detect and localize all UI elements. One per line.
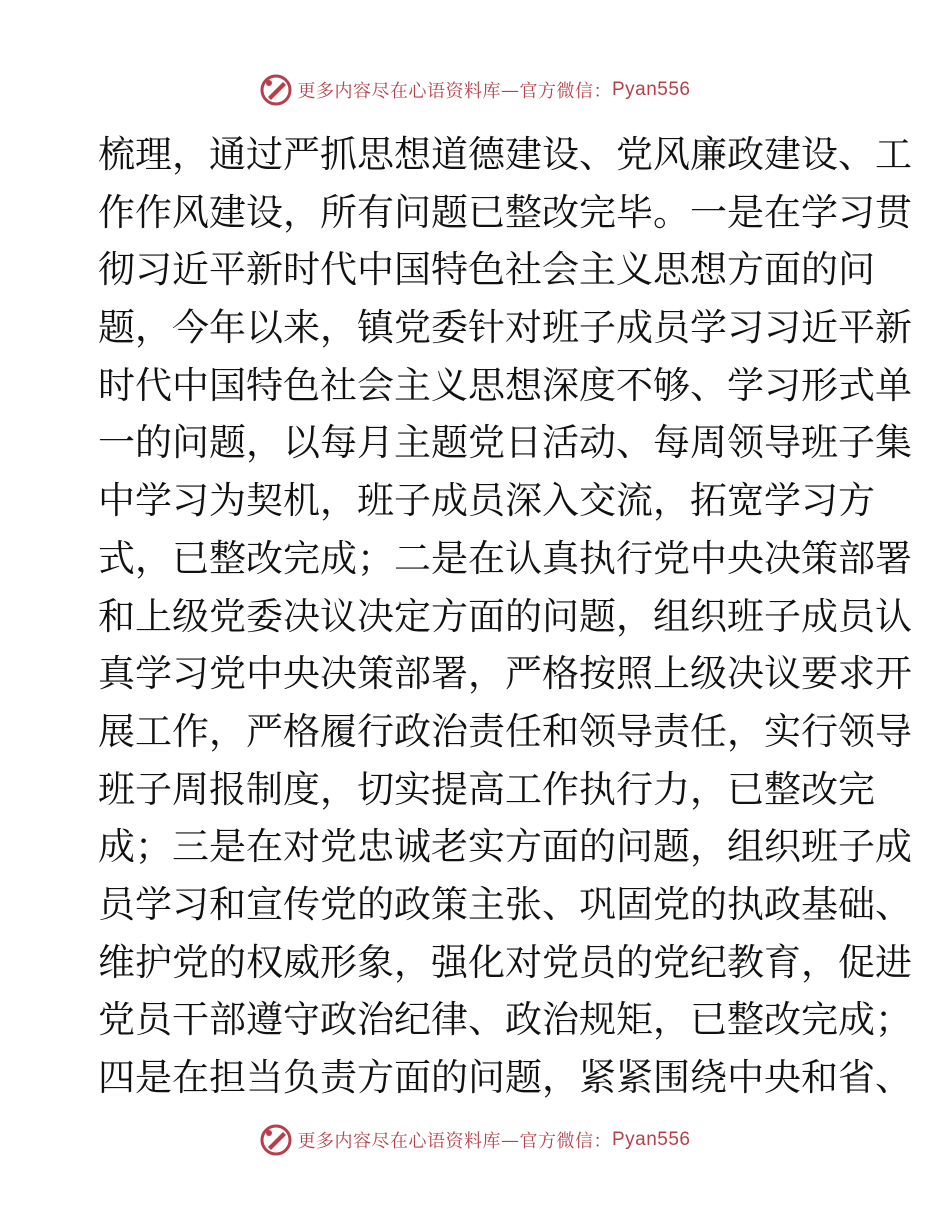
brand-logo-icon — [259, 1123, 293, 1157]
watermark-label: 官方微信： — [519, 81, 612, 102]
header-watermark — [0, 70, 950, 110]
paragraph-line: 梳理，通过严抓思想道德建设、党风廉政建设、工 — [98, 133, 912, 176]
paragraph-line: 一的问题，以每月主题党日活动、每周领导班子集 — [98, 421, 912, 465]
watermark-brand: 更多内容尽在心语资料库 — [297, 1131, 501, 1152]
paragraph-line: 式，已整改完成；二是在认真执行党中央决策部署 — [98, 536, 912, 580]
watermark-brand: 更多内容尽在心语资料库 — [297, 81, 501, 102]
watermark-separator: — — [500, 1129, 520, 1151]
paragraph-line: 员学习和宣传党的政策主张、巩固党的执政基础、 — [98, 882, 912, 926]
paragraph-line: 展工作，严格履行政治责任和领导责任，实行领导 — [98, 709, 912, 753]
paragraph-line: 四是在担当负责方面的问题，紧紧围绕中央和省、 — [98, 1056, 912, 1099]
document-body — [98, 126, 912, 1107]
paragraph-line: 彻习近平新时代中国特色社会主义思想方面的问 — [98, 248, 875, 292]
watermark-wechat-id: Pyan556 — [611, 1129, 691, 1150]
paragraph-line: 和上级党委决议决定方面的问题，组织班子成员认 — [98, 594, 912, 638]
paragraph-line: 真学习党中央决策部署，严格按照上级决议要求开 — [98, 652, 912, 696]
paragraph-line: 题，今年以来，镇党委针对班子成员学习习近平新 — [98, 306, 912, 350]
watermark-wechat-id: Pyan556 — [611, 79, 691, 100]
watermark-separator: — — [500, 79, 520, 101]
watermark-label: 官方微信： — [519, 1131, 612, 1152]
footer-watermark — [0, 1120, 950, 1160]
paragraph-line: 班子周报制度，切实提高工作执行力，已整改完 — [98, 767, 875, 811]
paragraph-line: 作作风建设，所有问题已整改完毕。一是在学习贯 — [98, 190, 912, 234]
paragraph-line: 时代中国特色社会主义思想深度不够、学习形式单 — [98, 363, 912, 407]
paragraph-line: 党员干部遵守政治纪律、政治规矩，已整改完成； — [98, 998, 912, 1042]
paragraph-line: 中学习为契机，班子成员深入交流，拓宽学习方 — [98, 479, 875, 523]
brand-logo-icon — [259, 73, 293, 107]
paragraph-line: 维护党的权威形象，强化对党员的党纪教育，促进 — [98, 940, 912, 984]
paragraph-line: 成；三是在对党忠诚老实方面的问题，组织班子成 — [98, 825, 912, 869]
